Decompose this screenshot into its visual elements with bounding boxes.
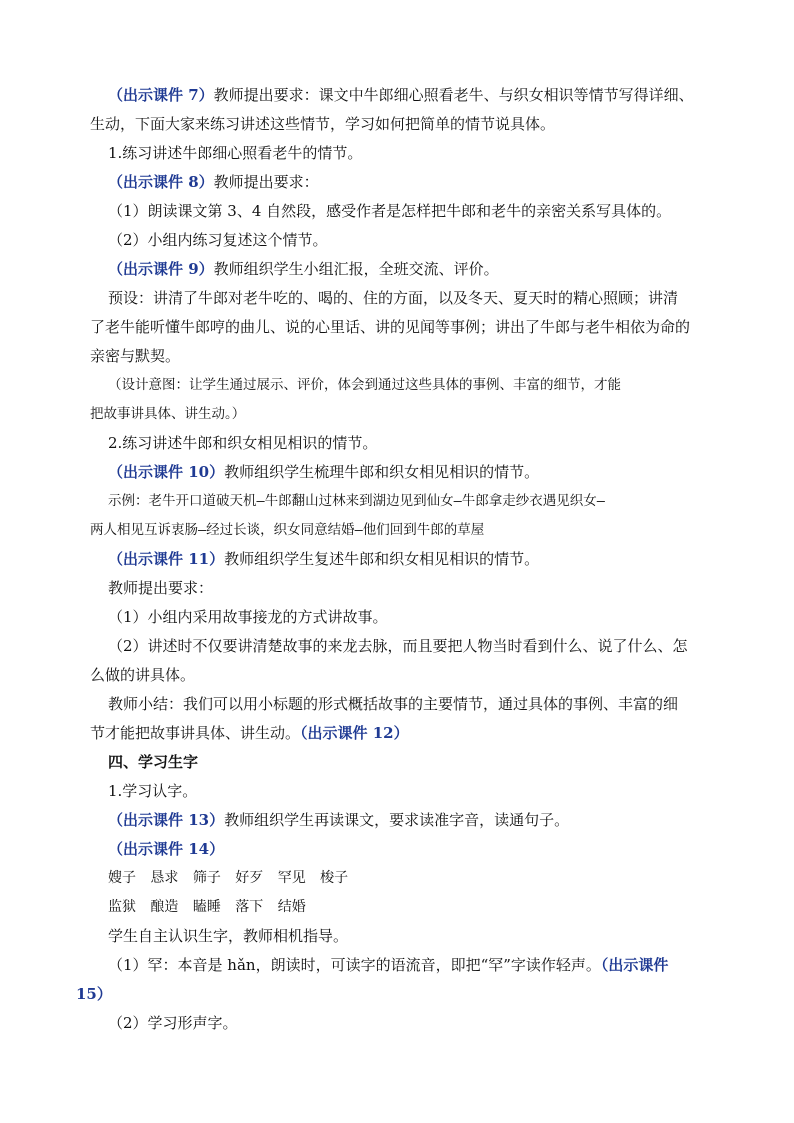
courseware-tag: （出示课件 9）: [108, 260, 214, 278]
line-text: 生动，下面大家来练习讲述这些情节，学习如何把简单的情节说具体。: [90, 115, 556, 133]
line-text: （设计意图：让学生通过展示、评价，体会到通过这些具体的事例、丰富的细节，才能: [108, 377, 621, 393]
line-text: 学生自主认识生字，教师相机指导。: [108, 927, 349, 945]
line-text: （2）讲述时不仅要讲清楚故事的来龙去脉，而且要把人物当时看到什么、说了什么、怎: [108, 637, 688, 655]
design-note: [108, 375, 728, 395]
design-note: [90, 404, 710, 424]
courseware-tag: （出示课件 11）: [108, 550, 225, 568]
line-text: 教师组织学生小组汇报，全班交流、评价。: [213, 260, 499, 278]
paragraph-line: [108, 462, 728, 482]
line-text: 两人相见互诉衷肠—经过长谈，织女同意结婚—他们回到牛郎的草屋: [90, 522, 485, 538]
line-text: 教师小结：我们可以用小标题的形式概括故事的主要情节，通过具体的事例、丰富的细: [108, 695, 679, 713]
line-text: 嫂子 恳求 筛子 好歹 罕见 梭子: [108, 870, 349, 886]
line-text: （1）罕：本音是 hǎn，朗读时，可读字的语流音，即把“罕”字读作轻声。: [108, 956, 601, 974]
paragraph-line: [90, 317, 710, 337]
line-text: 1.练习讲述牛郎细心照看老牛的情节。: [108, 144, 363, 162]
paragraph-line: [90, 346, 710, 366]
courseware-tag: （出示课件 14）: [108, 840, 225, 858]
courseware-tag: （出示课件 10）: [108, 463, 225, 481]
paragraph-line: [108, 172, 728, 192]
line-text: 亲密与默契。: [90, 347, 181, 365]
paragraph-line: [108, 85, 728, 105]
list-item: [90, 665, 710, 685]
section-heading: [108, 752, 728, 772]
line-text: 教师提出要求：: [213, 173, 319, 191]
example-line: [90, 520, 710, 540]
line-text: 预设：讲清了牛郎对老牛吃的、喝的、住的方面，以及冬天、夏天时的精心照顾；讲清: [108, 289, 679, 307]
line-text: 2.练习讲述牛郎和织女相见相识的情节。: [108, 434, 378, 452]
paragraph-line: [76, 984, 696, 1004]
section-heading: [108, 143, 728, 163]
paragraph-line: [108, 259, 728, 279]
line-text: 教师提出要求：: [108, 579, 214, 597]
paragraph-line: [108, 694, 728, 714]
list-item: [108, 955, 728, 975]
list-item: [108, 636, 728, 656]
character-list: [108, 897, 728, 917]
courseware-tag: （出示课件: [600, 956, 669, 974]
line-text: 了老牛能听懂牛郎哼的曲儿、说的心里话、讲的见闻等事例；讲出了牛郎与老牛相依为命的: [90, 318, 691, 336]
section-heading: [108, 781, 728, 801]
courseware-tag: （出示课件 13）: [108, 811, 225, 829]
paragraph-line: [90, 723, 710, 743]
line-text: （1）小组内采用故事接龙的方式讲故事。: [108, 608, 388, 626]
list-item: [108, 230, 728, 250]
line-text: 教师组织学生梳理牛郎和织女相见相识的情节。: [224, 463, 540, 481]
paragraph-line: [108, 810, 728, 830]
paragraph-line: [108, 549, 728, 569]
paragraph-line: [108, 839, 728, 859]
line-text: 教师组织学生复述牛郎和织女相见相识的情节。: [224, 550, 540, 568]
line-text: 四、学习生字: [108, 753, 199, 771]
paragraph-line: [108, 578, 728, 598]
line-text: 教师组织学生再读课文，要求读准字音，读通句子。: [224, 811, 570, 829]
line-text: 监狱 酿造 瞌睡 落下 结婚: [108, 899, 306, 915]
courseware-tag: （出示课件 8）: [108, 173, 214, 191]
line-text: 示例：老牛开口道破天机—牛郎翻山过林来到湖边见到仙女—牛郎拿走纱衣遇见织女—: [108, 493, 605, 509]
example-line: [108, 491, 728, 511]
line-text: 节才能把故事讲具体、讲生动。: [90, 724, 301, 742]
courseware-tag: （出示课件 12）: [300, 724, 409, 742]
paragraph-line: [90, 114, 710, 134]
courseware-tag: 15）: [76, 985, 112, 1003]
paragraph-line: [108, 288, 728, 308]
paragraph-line: [108, 926, 728, 946]
list-item: [108, 607, 728, 627]
line-text: （1）朗读课文第 3、4 自然段，感受作者是怎样把牛郎和老牛的亲密关系写具体的。: [108, 202, 672, 220]
line-text: 么做的讲具体。: [90, 666, 196, 684]
section-heading: [108, 433, 728, 453]
line-text: 1.学习认字。: [108, 782, 198, 800]
line-text: 把故事讲具体、讲生动。）: [90, 406, 246, 422]
line-text: （2）学习形声字。: [108, 1014, 238, 1032]
character-list: [108, 868, 728, 888]
line-text: （2）小组内练习复述这个情节。: [108, 231, 328, 249]
list-item: [108, 1013, 728, 1033]
line-text: 教师提出要求：课文中牛郎细心照看老牛、与织女相识等情节写得详细、: [213, 86, 694, 104]
list-item: [108, 201, 728, 221]
courseware-tag: （出示课件 7）: [108, 86, 214, 104]
